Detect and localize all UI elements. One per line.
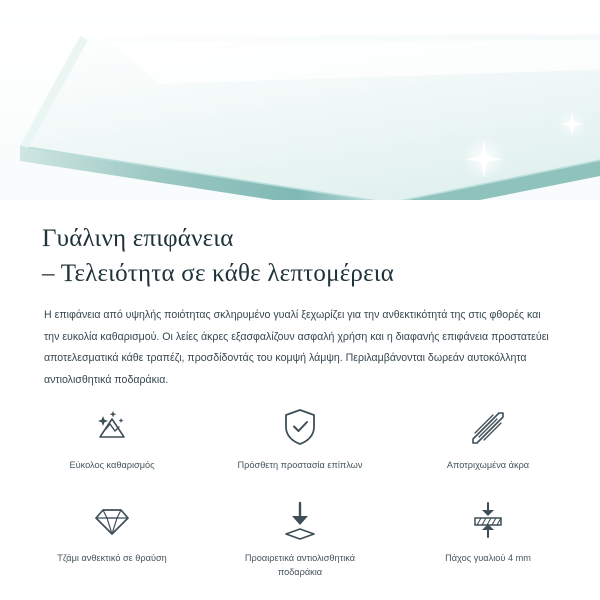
headline-line-1: Γυάλινη επιφάνεια: [42, 225, 234, 252]
feature-grid: [0, 398, 600, 579]
feature-label: Πάχος γυαλιού 4 mm: [445, 552, 531, 563]
feature-item-easy-cleaning: [18, 398, 206, 473]
feature-label: Αποτριχωμένα άκρα: [446, 460, 530, 470]
diamond-icon: [89, 497, 135, 543]
feature-item-thickness: [394, 491, 582, 580]
body-paragraph: Η επιφάνεια από υψηλής ποιότητας σκληρυμένο γυαλί ξεχωρίζει για την ανθεκτικότητά της στις φθορές και την ευκολία καθαρισμού. Οι λείες άκρες εξασφαλίζουν ασφαλή χρήση και η διαφανής επιφάνεια προστατεύει αποτελεσματικά κάθε τραπέζι, προσδίδοντάς του κομψή λάμψη. Περιλαμβάνονται δωρεάν αυτοκόλλητα αντιολισθητικά ποδαράκια.: [44, 309, 549, 387]
feature-label: Εύκολος καθαρισμός: [69, 460, 155, 470]
page-title: [0, 200, 600, 291]
feature-item-antislip-pads: [206, 491, 394, 580]
feature-label: Προαιρετικά αντιολισθητικά ποδαράκια: [244, 552, 356, 577]
glass-sheet-illustration: [0, 28, 600, 200]
thickness-gauge-icon: [465, 497, 511, 543]
arrow-down-pad-icon: [277, 497, 323, 543]
polished-edges-icon: [465, 404, 511, 450]
headline-line-2: – Τελειότητα σε κάθε λεπτομέρεια: [42, 259, 395, 287]
feature-label: Τζάμι ανθεκτικό σε θραύση: [57, 552, 167, 563]
feature-label: Πρόσθετη προστασία επίπλων: [237, 460, 363, 470]
feature-item-break-resistant: [18, 491, 206, 580]
text-block: [0, 200, 600, 392]
hero-image: [0, 0, 600, 200]
shield-check-icon: [277, 404, 323, 450]
sparkle-cloth-icon: [89, 404, 135, 450]
feature-item-furniture-protection: [206, 398, 394, 473]
feature-item-polished-edges: [394, 398, 582, 473]
